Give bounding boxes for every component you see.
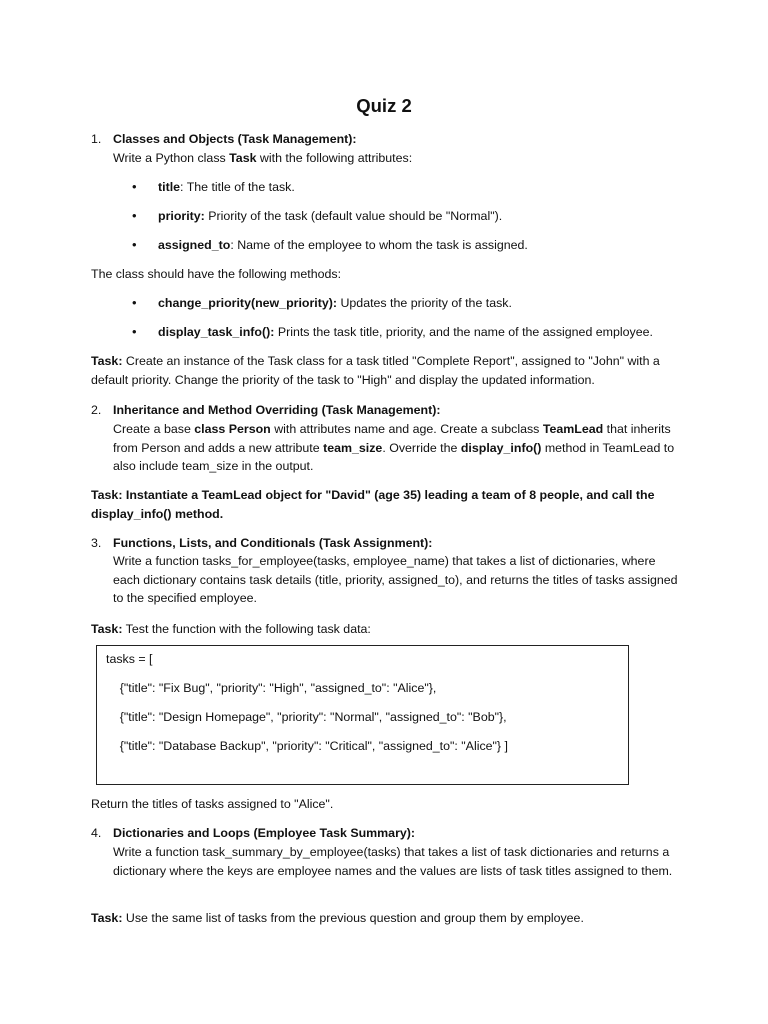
page-title: Quiz 2 xyxy=(356,95,412,116)
q1-methods-intro: The class should have the following methods: xyxy=(91,267,342,281)
q1-attribute-priority: priority: Priority of the task (default value should be "Normal"). xyxy=(158,209,503,223)
q1-attribute-title: title: The title of the task. xyxy=(158,180,295,194)
q2-number: 2. xyxy=(91,403,102,417)
q1-method-display-task-info: display_task_info(): Prints the task title, priority, and the name of the assigned employee. xyxy=(158,325,653,339)
q2-task: Task: Instantiate a TeamLead object for "David" (age 35) leading a team of 8 people, and call the display_info() method. xyxy=(91,488,655,521)
q4-task: Task: Use the same list of tasks from the previous question and group them by employee. xyxy=(91,911,584,925)
code-line: {"title": "Database Backup", "priority": "Critical", "assigned_to": "Alice"} ] xyxy=(106,739,508,753)
q1-heading: Classes and Objects (Task Management): xyxy=(113,132,357,146)
q4-text: Write a function task_summary_by_employee(tasks) that takes a list of task dictionaries and returns a dictionary where the keys are employee names and the values are lists of task titles assigned to them. xyxy=(113,845,673,878)
bullet-icon: • xyxy=(132,324,137,339)
code-line: tasks = [ xyxy=(106,652,153,666)
q3-text: Write a function tasks_for_employee(tasks, employee_name) that takes a list of dictionaries, where each dictionary contains task details (title, priority, assigned_to), and returns the titles of tasks assigned to the specified employee. xyxy=(113,554,678,605)
q1-attribute-assigned-to: assigned_to: Name of the employee to whom the task is assigned. xyxy=(158,238,528,252)
q3-return-text: Return the titles of tasks assigned to "Alice". xyxy=(91,797,334,811)
q3-heading: Functions, Lists, and Conditionals (Task Assignment): xyxy=(113,536,433,550)
q1-method-change-priority: change_priority(new_priority): Updates the priority of the task. xyxy=(158,296,512,310)
code-line: {"title": "Design Homepage", "priority": "Normal", "assigned_to": "Bob"}, xyxy=(106,710,507,724)
q3-number: 3. xyxy=(91,536,102,550)
bullet-icon: • xyxy=(132,295,137,310)
q1-number: 1. xyxy=(91,132,102,146)
q1-intro: Write a Python class Task with the following attributes: xyxy=(113,151,413,165)
q3-task: Task: Test the function with the following task data: xyxy=(91,622,371,636)
code-line: {"title": "Fix Bug", "priority": "High", "assigned_to": "Alice"}, xyxy=(106,681,437,695)
q1-task: Task: Create an instance of the Task class for a task titled "Complete Report", assigned to "John" with a default priority. Change the priority of the task to "High" and display the updated information. xyxy=(91,354,660,387)
bullet-icon: • xyxy=(132,179,137,194)
q2-heading: Inheritance and Method Overriding (Task Management): xyxy=(113,403,441,417)
q4-heading: Dictionaries and Loops (Employee Task Summary): xyxy=(113,826,416,840)
code-box xyxy=(96,645,629,785)
q2-text: Create a base class Person with attributes name and age. Create a subclass TeamLead that inherits from Person and adds a new attribute team_size. Override the display_info() method in TeamLead to also include team_size in the output. xyxy=(113,422,675,473)
q4-number: 4. xyxy=(91,826,102,840)
bullet-icon: • xyxy=(132,237,137,252)
bullet-icon: • xyxy=(132,208,137,223)
